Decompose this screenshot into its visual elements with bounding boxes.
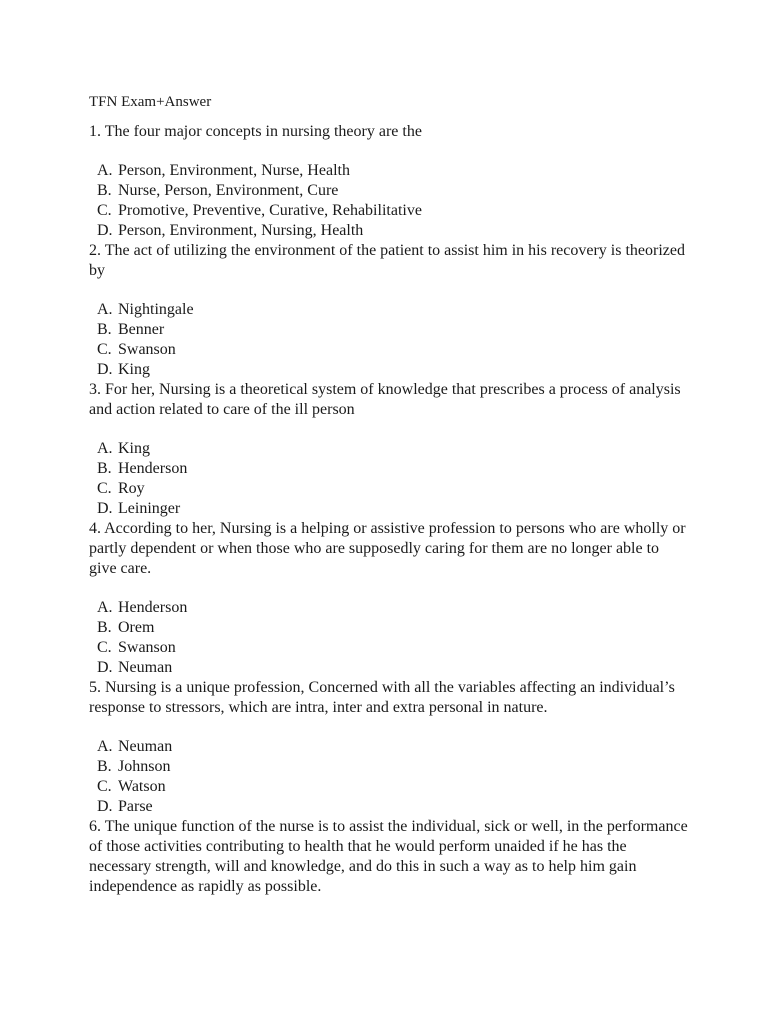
- option-letter: A.: [97, 599, 113, 616]
- answer-option: [89, 221, 689, 241]
- option-text: Nightingale: [118, 301, 194, 318]
- option-text: Swanson: [118, 639, 176, 656]
- option-letter: A.: [97, 738, 113, 755]
- option-letter: A.: [97, 162, 113, 179]
- option-letter: D.: [97, 659, 113, 676]
- option-text: Nurse, Person, Environment, Cure: [118, 182, 339, 199]
- option-text: Neuman: [118, 738, 173, 755]
- document-title: TFN Exam+Answer: [89, 94, 212, 110]
- answer-option: [89, 797, 689, 817]
- option-text: Promotive, Preventive, Curative, Rehabilitative: [118, 202, 422, 219]
- question-text: 2. The act of utilizing the environment of the patient to assist him in his recovery is theorized by: [89, 242, 685, 279]
- question-text: 3. For her, Nursing is a theoretical system of knowledge that prescribes a process of analysis and action related to care of the ill person: [89, 381, 681, 418]
- answer-option: [89, 360, 689, 380]
- question-5: [89, 678, 689, 817]
- answer-option: [89, 479, 689, 499]
- option-text: Leininger: [118, 500, 181, 517]
- option-text: Henderson: [118, 460, 188, 477]
- answer-option: [89, 777, 689, 797]
- option-letter: A.: [97, 440, 113, 457]
- option-list: [89, 161, 689, 241]
- answer-option: [89, 300, 689, 320]
- question-2: [89, 241, 689, 380]
- document-page: [89, 92, 689, 897]
- answer-option: [89, 459, 689, 479]
- option-letter: D.: [97, 500, 113, 517]
- option-text: Orem: [118, 619, 155, 636]
- option-text: Person, Environment, Nursing, Health: [118, 222, 364, 239]
- answer-option: [89, 638, 689, 658]
- answer-option: [89, 658, 689, 678]
- option-text: Parse: [118, 798, 153, 815]
- answer-option: [89, 757, 689, 777]
- answer-option: [89, 499, 689, 519]
- option-text: Johnson: [118, 758, 171, 775]
- option-text: Roy: [118, 480, 145, 497]
- question-list: [89, 122, 689, 897]
- question-text: 4. According to her, Nursing is a helping or assistive profession to persons who are wholly or partly dependent or when those who are supposedly caring for them are no longer able to give care.: [89, 520, 686, 577]
- option-letter: C.: [97, 480, 112, 497]
- option-text: King: [118, 361, 150, 378]
- question-6: [89, 817, 689, 897]
- answer-option: [89, 618, 689, 638]
- answer-option: [89, 161, 689, 181]
- question-text: 5. Nursing is a unique profession, Concerned with all the variables affecting an individual’s response to stressors, which are intra, inter and extra personal in nature.: [89, 679, 675, 716]
- option-letter: C.: [97, 341, 112, 358]
- answer-option: [89, 340, 689, 360]
- option-list: [89, 300, 689, 380]
- question-4: [89, 519, 689, 678]
- option-letter: A.: [97, 301, 113, 318]
- option-list: [89, 598, 689, 678]
- option-letter: D.: [97, 361, 113, 378]
- option-letter: B.: [97, 460, 112, 477]
- option-text: King: [118, 440, 150, 457]
- option-letter: C.: [97, 202, 112, 219]
- answer-option: [89, 320, 689, 340]
- answer-option: [89, 439, 689, 459]
- option-letter: D.: [97, 222, 113, 239]
- option-letter: C.: [97, 778, 112, 795]
- question-text: 1. The four major concepts in nursing theory are the: [89, 123, 422, 140]
- answer-option: [89, 737, 689, 757]
- option-letter: D.: [97, 798, 113, 815]
- option-letter: B.: [97, 758, 112, 775]
- option-letter: C.: [97, 639, 112, 656]
- question-3: [89, 380, 689, 519]
- answer-option: [89, 201, 689, 221]
- option-list: [89, 439, 689, 519]
- option-text: Person, Environment, Nurse, Health: [118, 162, 350, 179]
- option-text: Neuman: [118, 659, 173, 676]
- option-text: Watson: [118, 778, 166, 795]
- question-1: [89, 122, 689, 241]
- option-list: [89, 737, 689, 817]
- option-text: Benner: [118, 321, 165, 338]
- answer-option: [89, 598, 689, 618]
- option-letter: B.: [97, 619, 112, 636]
- option-letter: B.: [97, 321, 112, 338]
- option-letter: B.: [97, 182, 112, 199]
- question-text: 6. The unique function of the nurse is to assist the individual, sick or well, in the performance of those activities contributing to health that he would perform unaided if he has the necessary strength, will and knowledge, and do this in such a way as to help him gain independence as rapidly as possible.: [89, 818, 688, 895]
- answer-option: [89, 181, 689, 201]
- option-text: Henderson: [118, 599, 188, 616]
- option-text: Swanson: [118, 341, 176, 358]
